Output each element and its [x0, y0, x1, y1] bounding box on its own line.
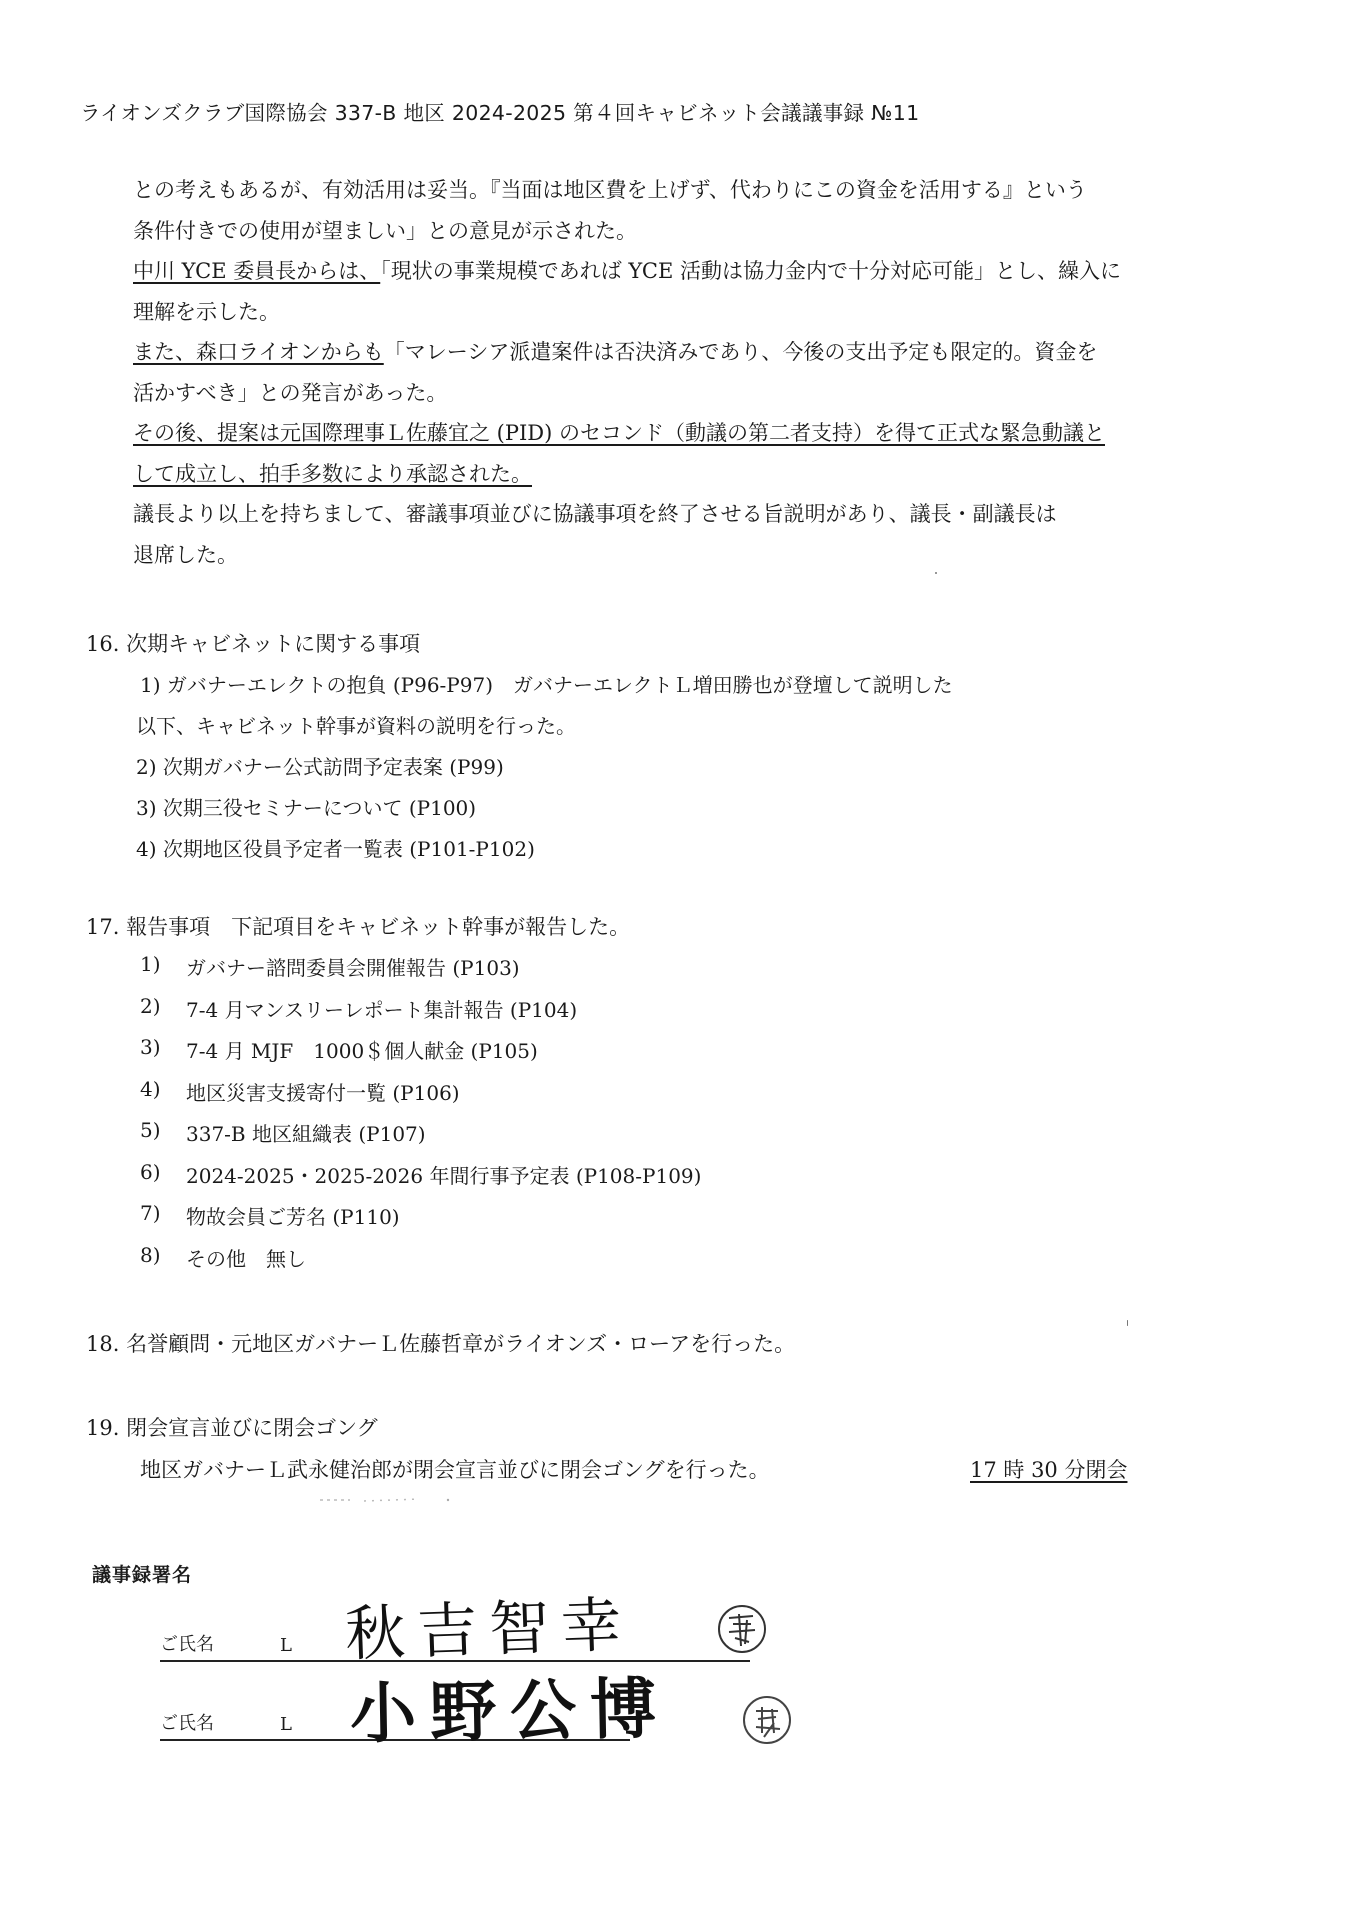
section-16-item: 2) 次期ガバナー公式訪問予定表案 (P99): [136, 755, 504, 779]
closing-statement: 地区ガバナーＬ武永健治郎が閉会宣言並びに閉会ゴングを行った。: [140, 1458, 770, 1482]
section-18-title: 18. 名誉顧問・元地区ガバナーＬ佐藤哲章がライオンズ・ローアを行った。: [86, 1332, 796, 1356]
paragraph-line: [133, 454, 1283, 495]
section-19-title: 19. 閉会宣言並びに閉会ゴング: [86, 1416, 378, 1440]
report-item-number: 4): [140, 1076, 161, 1101]
section-16-item: 3) 次期三役セミナーについて (P100): [136, 796, 477, 820]
text-segment: 議長より以上を持ちまして、審議事項並びに協議事項を終了させる旨説明があり、議長・副議長は: [133, 502, 1057, 526]
report-item-text: 7-4 月 MJF 1000＄個人献金 (P105): [186, 1039, 538, 1063]
document-header: ライオンズクラブ国際協会 337-B 地区 2024-2025 第４回キャビネット会議議事録 №11: [80, 101, 920, 125]
personal-seal-stamp: [715, 1602, 769, 1656]
text-segment: 活かすべき」との発言があった。: [133, 380, 448, 405]
signature-name: 秋吉智幸: [344, 1589, 635, 1671]
report-item-number: 1): [140, 952, 161, 976]
text-segment: 理解を示した。: [133, 299, 280, 324]
report-item-text: 337-B 地区組織表 (P107): [186, 1122, 426, 1146]
report-item-text: 2024-2025・2025-2026 年間行事予定表 (P108-P109): [186, 1163, 702, 1188]
scan-speck: [1127, 1320, 1128, 1326]
paragraph-line: [133, 535, 1283, 576]
paragraph-line: [133, 211, 1283, 252]
text-segment: 「マレーシア派遣案件は否決済みであり、今後の支出予定も限定的。資金を: [383, 340, 1098, 364]
paragraph-line: [133, 494, 1283, 535]
section-16-item: 以下、キャビネット幹事が資料の説明を行った。: [136, 714, 576, 738]
section-16-title: 16. 次期キャビネットに関する事項: [86, 632, 421, 656]
paragraph-line: [133, 373, 1283, 414]
underlined-text: 中川 YCE 委員長からは、: [133, 259, 381, 283]
report-item-text: 地区災害支援寄付一覧 (P106): [186, 1080, 460, 1105]
report-item-number: 5): [140, 1118, 161, 1142]
report-item-text: ガバナー諮問委員会開催報告 (P103): [186, 956, 520, 980]
personal-seal-stamp: [740, 1693, 794, 1747]
section-17-title: 17. 報告事項 下記項目をキャビネット幹事が報告した。: [86, 915, 631, 939]
scan-speck: [935, 572, 937, 574]
signature-row: [160, 1669, 810, 1753]
underlined-text: して成立し、拍手多数により承認された。: [133, 461, 532, 486]
text-segment: 退席した。: [133, 542, 238, 567]
signature-row: [160, 1589, 810, 1671]
closing-time: 17 時 30 分閉会: [970, 1458, 1128, 1482]
report-item-number: 2): [140, 993, 161, 1018]
underlined-text: その後、提案は元国際理事Ｌ佐藤宜之 (PID) のセコンド（動議の第二者支持）を得て正式な緊急動議と: [133, 421, 1105, 445]
report-item-text: その他 無し: [186, 1246, 306, 1271]
signature-label: ご氏名: [160, 1713, 214, 1734]
text-segment: との考えもあるが、有効活用は妥当。『当面は地区費を上げず、代わりにこの資金を活用する』という: [133, 178, 1087, 202]
signature-l-prefix: L: [280, 1714, 292, 1735]
report-item-text: 7-4 月マンスリーレポート集計報告 (P104): [186, 997, 578, 1022]
report-item-number: 6): [140, 1159, 161, 1184]
text-segment: 条件付きでの使用が望ましい」との意見が示された。: [133, 218, 637, 243]
paragraph-line: [133, 413, 1283, 454]
signature-name: 小野公博: [349, 1669, 671, 1753]
paragraph-line: [133, 251, 1283, 292]
report-item-number: 8): [140, 1242, 161, 1267]
report-item-number: 7): [140, 1201, 161, 1225]
paragraph-line: [133, 292, 1283, 333]
scan-smudge: [320, 1496, 460, 1504]
paragraph-line: [133, 332, 1283, 373]
signature-l-prefix: L: [280, 1635, 292, 1656]
signature-label: ご氏名: [160, 1634, 214, 1655]
section-16-item: 4) 次期地区役員予定者一覧表 (P101-P102): [136, 837, 535, 861]
section-16-item: 1) ガバナーエレクトの抱負 (P96-P97) ガバナーエレクトＬ増田勝也が登壇して説明した: [140, 673, 953, 697]
text-segment: 「現状の事業規模であれば YCE 活動は協力金内で十分対応可能」とし、繰入に: [380, 259, 1121, 283]
report-item-number: 3): [140, 1035, 161, 1059]
report-item-text: 物故会員ご芳名 (P110): [186, 1205, 400, 1229]
underlined-text: また、森口ライオンからも: [133, 340, 384, 364]
continuation-paragraph: [133, 170, 1283, 575]
paragraph-line: [133, 170, 1283, 211]
signature-heading: 議事録署名: [92, 1564, 193, 1586]
